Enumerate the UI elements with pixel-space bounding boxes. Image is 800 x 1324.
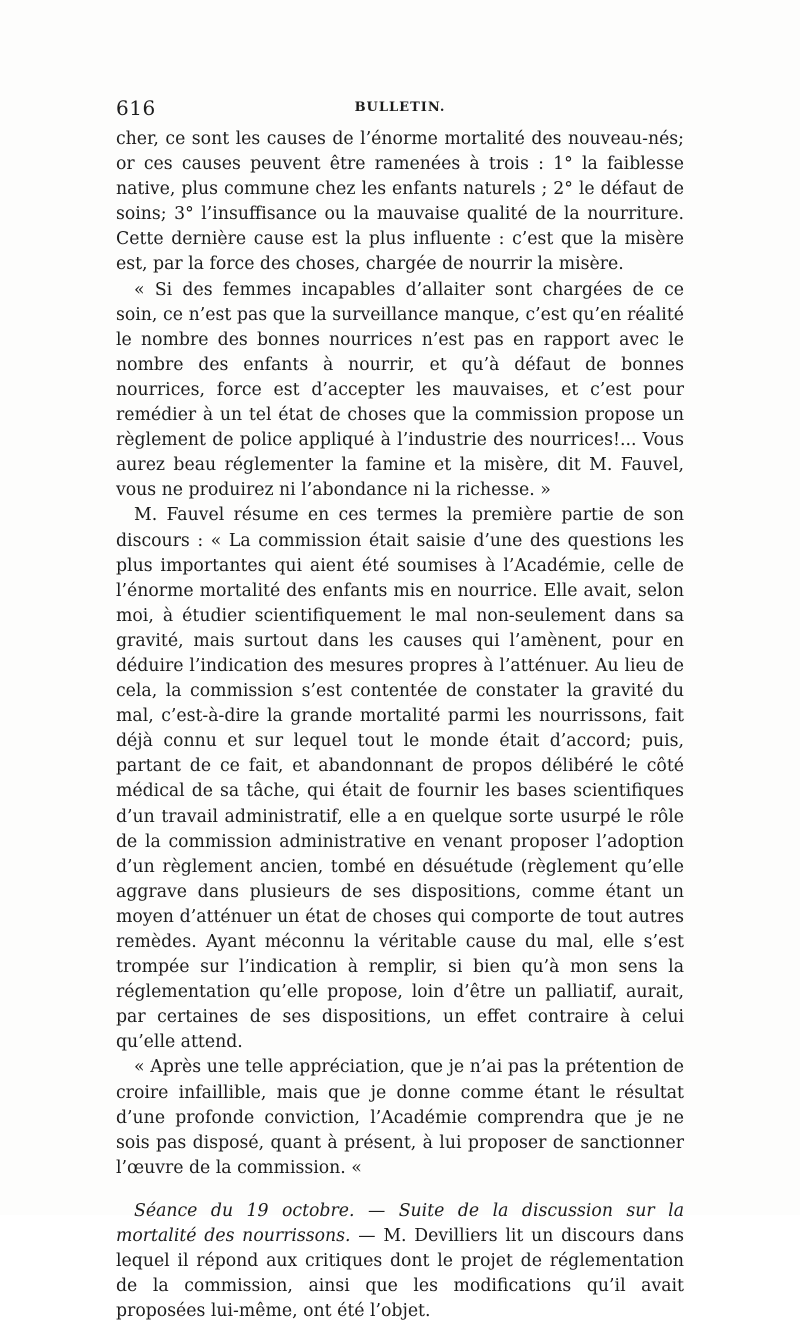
section-gap [116,1181,684,1199]
running-title: BULLETIN. [354,100,446,115]
body-text [116,127,684,1324]
paragraph-4: « Après une telle appréciation, que je n’ai pas la prétention de croire infaillible, mais que je donne comme étant le résultat d’une profonde conviction, l’Académie comprendra que je ne sois pas disposé, quant à présent, à lui proposer de sanctionner l’œuvre de la commission. « [116,1057,684,1178]
session-title: Séance du 19 octobre. — Suite de la discussion sur la mortalité des nourrissons. [116,1200,684,1247]
session-paragraph [116,1199,684,1324]
paragraph-1: cher, ce sont les causes de l’énorme mortalité des nouveau-nés; or ces causes peuvent être ramenées à trois : 1° la faiblesse native, plus commune chez les enfants naturels ; 2° le défaut de soins; 3° l’insuffisance ou la mauvaise qualité de la nourriture. Cette dernière cause est la plus influente : c’est que la misère est, par la force des choses, chargée de nourrir la misère. [116,129,684,275]
paragraph-3: M. Fauvel résume en ces termes la première partie de son discours : « La commission était saisie d’une des questions les plus importantes qui aient été soumises à l’Académie, celle de l’énorme mortalité des enfants mis en nourrice. Elle avait, selon moi, à étudier scientifiquement le mal non-seulement dans sa gravité, mais surtout dans les causes qui l’amènent, pour en déduire l’indication des mesures propres à l’atténuer. Au lieu de cela, la commission s’est contentée de constater la gravité du mal, c’est-à-dire la grande mortalité parmi les nourrissons, fait déjà connu et sur lequel tout le monde était d’accord; puis, partant de ce fait, et abandonnant de propos délibéré le côté médical de sa tâche, qui était de fournir les bases scientifiques d’un travail administratif, elle a en quelque sorte usurpé le rôle de la commission administrative en venant proposer l’adoption d’un règlement ancien, tombé en désuétude (règlement qu’elle aggrave dans plusieurs de ses dispositions, comme étant un moyen d’atténuer un état de choses qui comporte de tout autres remèdes. Ayant méconnu la véritable cause du mal, elle s’est trompée sur l’indication à remplir, si bien qu’à mon sens la réglementation qu’elle propose, loin d’être un palliatif, aurait, par certaines de ses dispositions, un effet contraire à celui qu’elle attend. [116,505,684,1053]
paragraph-2: « Si des femmes incapables d’allaiter sont chargées de ce soin, ce n’est pas que la surveillance manque, c’est qu’en réalité le nombre des bonnes nourrices n’est pas en rapport avec le nombre des enfants à nourrir, et qu’à défaut de bonnes nourrices, force est d’accepter les mauvaises, et c’est pour remédier à un tel état de choses que la commission propose un règlement de police appliqué à l’industrie des nourrices!... Vous aurez beau réglementer la famine et la misère, dit M. Fauvel, vous ne produirez ni l’abondance ni la richesse. » [116,279,684,501]
session-text: — M. Devilliers lit un discours dans lequel il répond aux critiques dont le projet de réglementation de la commission, ainsi que les modifications qu’il avait proposées lui-même, ont été l’objet. [116,1226,685,1322]
page-number: 616 [116,96,156,120]
page-header [116,96,684,126]
